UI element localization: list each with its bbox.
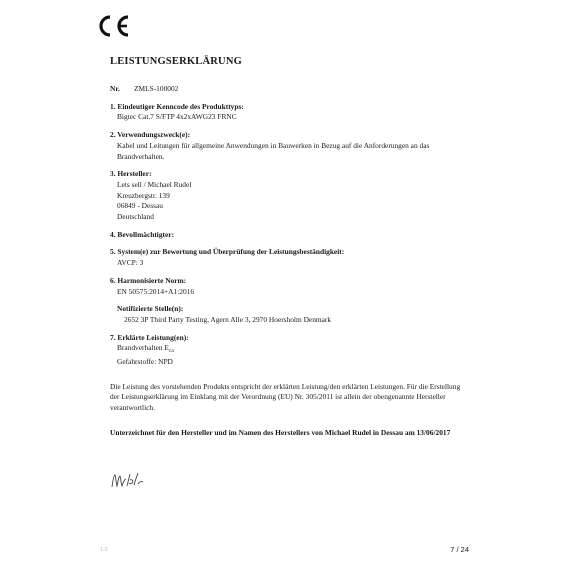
section-6-heading: 6. Harmonisierte Norm: (110, 275, 187, 285)
manufacturer-name: Lets sell / Michael Rudel (117, 179, 192, 189)
version-label: 1.0 (100, 547, 108, 553)
section-5-heading: 5. System(e) zur Bewertung und Überprüfung der Leistungsbeständigkeit: (110, 247, 345, 257)
ce-mark-logo (96, 13, 132, 39)
document-number-row (110, 84, 470, 95)
declaration-paragraph: Die Leistung des vorstehenden Produkts entspricht der erklärten Leistung/den erklärten Leistungen. Für die Erstellung der Leistungserklärung im Einklang mit der Verordnung (EU) Nr. 305/2011 ist allein der obengenannte Hersteller verantwortlich. (110, 381, 461, 413)
section-7-heading: 7. Erklärte Leistung(en): (110, 332, 189, 342)
section-7 (110, 333, 470, 368)
section-1-heading: 1. Eindeutiger Kenncode des Produkttyps: (110, 101, 244, 111)
section-5-body: AVCP: 3 (117, 258, 144, 268)
page-number: 7 / 24 (450, 545, 469, 554)
fire-class-subscript: ca (168, 348, 174, 355)
notified-body-section (110, 304, 470, 325)
manufacturer-city: 06849 - Dessau (117, 201, 163, 211)
notified-body-heading: Notifizierte Stelle(n): (117, 304, 184, 314)
section-3 (110, 169, 470, 223)
signed-statement: Unterzeichnet für den Hersteller und im Namen des Herstellers von Michael Rudel in Dessau am 13/06/2017 (110, 427, 451, 437)
document-body (110, 84, 470, 439)
manufacturer-street: Kreuzbergstr. 139 (117, 190, 170, 200)
section-5 (110, 247, 470, 268)
section-3-heading: 3. Hersteller: (110, 169, 152, 179)
fire-behaviour-text: Brandverhalten E (117, 343, 169, 353)
handwritten-signature (110, 470, 146, 492)
section-1 (110, 102, 470, 123)
section-2-heading: 2. Verwendungszweck(e): (110, 130, 191, 140)
section-6-body: EN 50575:2014+A1:2016 (117, 286, 195, 296)
section-4-heading: 4. Bevollmächtigter: (110, 229, 175, 239)
document-title: LEISTUNGSERKLÄRUNG (110, 56, 242, 67)
manufacturer-country: Deutschland (117, 212, 154, 222)
fire-behaviour-line (110, 343, 470, 357)
hazardous-substances-line: Gefahrstoffe: NPD (117, 357, 173, 367)
section-6 (110, 276, 470, 297)
section-4 (110, 230, 470, 241)
notified-body-text: 2652 3P Third Party Testing, Agern Alle 3, 2970 Hoersholm Denmark (124, 314, 332, 324)
number-value: ZMLS-100002 (134, 84, 179, 93)
section-1-body: Bigtec Cat.7 S/FTP 4x2xAWG23 FRNC (117, 112, 237, 122)
number-label: Nr. (110, 84, 120, 93)
section-2 (110, 130, 470, 162)
section-2-body: Kabel und Leitungen für allgemeine Anwendungen in Bauwerken in Bezug auf die Anforderungen an das Brandverhalten. (117, 140, 430, 161)
